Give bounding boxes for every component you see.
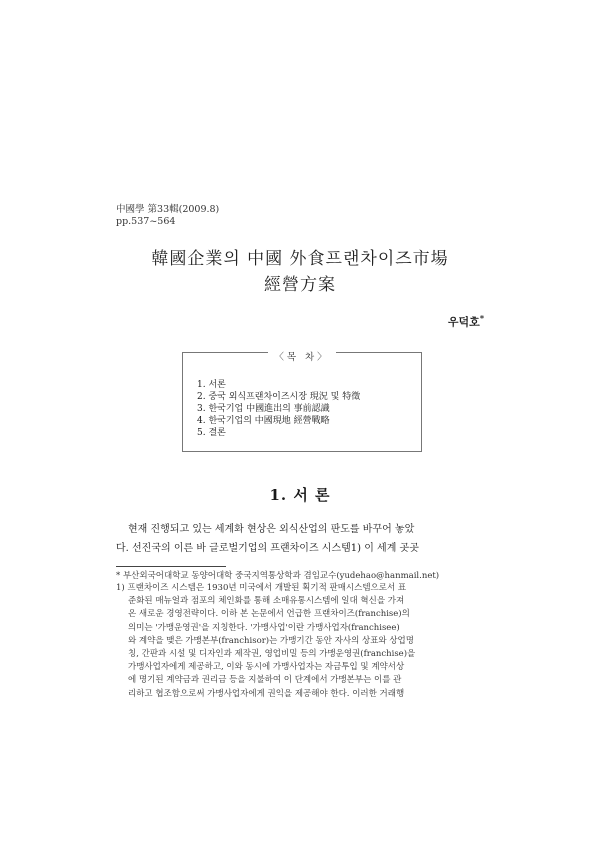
footnote-line: 준화된 매뉴얼과 점포의 체인화를 통해 소매유통시스템에 일대 혁신을 가져 [128, 596, 405, 607]
journal-pages: pp.537~564 [116, 216, 176, 227]
footnote-line: 온 새로운 경영전략이다. 이하 본 논문에서 언급한 프랜차이즈(franchise)의 [128, 609, 410, 620]
author [448, 313, 484, 330]
paper-title-line-2: 經營方案 [264, 275, 336, 295]
footnote-line: 1) 프랜차이즈 시스템은 1930년 미국에서 개발된 획기적 판매시스템으로서 표 [116, 583, 407, 593]
body-paragraph [116, 520, 484, 558]
toc-item: 2. 중국 외식프랜차이즈시장 現況 및 特徵 [197, 392, 361, 402]
toc-item: 5. 결론 [197, 428, 226, 438]
footnote-line: 의미는 '가맹운영권'을 지칭한다. '가맹사업'이란 가맹사업자(franchisee) [128, 622, 400, 633]
table-of-contents [182, 352, 422, 452]
footnote-author: * 부산외국어대학교 동양어대학 중국지역통상학과 겸임교수(yudehao@hanmail.net) [116, 571, 440, 581]
body-line: 다. 선진국의 이른 바 글로벌기업의 프랜차이즈 시스템1) 이 세계 곳곳 [116, 543, 419, 554]
footnote-line: 칭, 간판과 시설 및 디자인과 제작권, 영업비밀 등의 가맹운영권(franchise)을 [128, 649, 416, 660]
footnote-line: 리하고 협조함으로써 가맹사업자에게 권익을 제공해야 한다. 이러한 거래행 [128, 688, 405, 699]
paper-title-line-1: 韓國企業의 中國 外食프랜차이즈市場 [151, 249, 449, 269]
author-footnote-mark: * [479, 313, 484, 323]
toc-list [197, 379, 360, 439]
footnote-1 [116, 582, 488, 701]
toc-item: 4. 한국기업의 中國現地 經營戰略 [197, 416, 330, 426]
body-line: 현재 진행되고 있는 세계화 현상은 외식산업의 판도를 바꾸어 놓았 [128, 524, 415, 535]
toc-heading: 〈목 차〉 [268, 352, 335, 363]
footnote-line: 에 명기된 계약금과 권리금 등을 지불하여 이 단계에서 가맹본부는 이를 관 [128, 675, 402, 686]
toc-heading-wrap [183, 345, 421, 364]
section-heading: 1. 서 론 [269, 486, 331, 504]
toc-item: 1. 서론 [197, 380, 226, 390]
journal-volume: 中國學 第33輯(2009.8) [116, 204, 220, 215]
toc-item: 3. 한국기업 中國進出의 事前認識 [197, 404, 330, 414]
footnote-divider [116, 566, 226, 567]
footnote-line: 가맹사업자에게 제공하고, 이와 동시에 가맹사업자는 자금투입 및 계약서상 [128, 662, 405, 673]
author-name: 우덕호 [447, 315, 480, 329]
footnote-line: 와 계약을 맺은 가맹본부(franchisor)는 가맹기간 동안 자사의 상표와 상업명 [128, 635, 414, 646]
journal-info [116, 204, 219, 228]
